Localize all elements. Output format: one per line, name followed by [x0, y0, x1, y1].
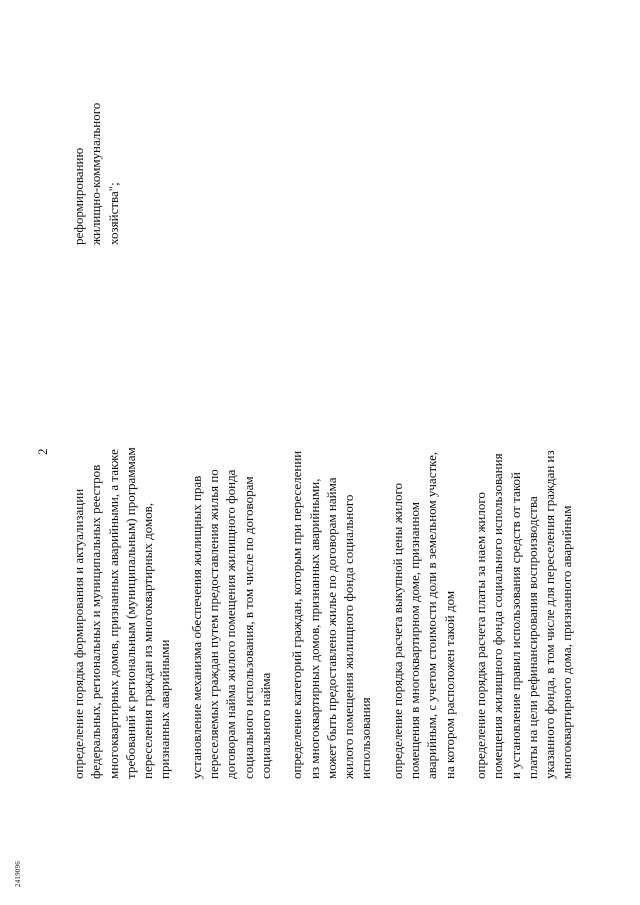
text-line: использования: [358, 697, 374, 779]
text-line: многоквартирных домов, признанных аварийными, а также: [105, 449, 121, 779]
rotated-page: [14, 0, 622, 895]
text-line: определение порядка формирования и актуализации: [71, 488, 86, 779]
text-line: указанного фонда, в том числе для переселения граждан из: [542, 450, 558, 779]
text-line: определение порядка расчета выкупной цены жилого: [389, 483, 405, 779]
text-line: переселяемых граждан путем предоставления жилья по: [206, 469, 222, 779]
text-line: жилищно-коммунального: [88, 102, 104, 245]
text-line: переселения граждан из многоквартирных домов,: [140, 502, 156, 779]
right-column: [70, 45, 122, 245]
text-line: из многоквартирных домов, признанных аварийными,: [306, 478, 322, 779]
text-line: требований к региональным (муниципальным) программам: [122, 447, 138, 779]
text-line: аварийным, с учетом стоимости доли в земельном участке,: [424, 451, 440, 779]
text-line: хозяйства";: [105, 182, 121, 245]
text-line: жилого помещения жилищного фонда социального: [341, 494, 357, 779]
text-line: социального найма: [257, 672, 273, 779]
text-line: реформированию: [71, 147, 86, 245]
paragraph-4: [389, 439, 458, 779]
paragraph-1: [70, 439, 174, 779]
document-code: 2419096: [14, 861, 22, 887]
text-line: федеральных, региональных и муниципальных реестров: [88, 464, 104, 779]
paragraph-5: [472, 439, 576, 779]
text-line: определение категорий граждан, которым при переселении: [289, 450, 305, 779]
text-line: на котором расположен такой дом: [441, 590, 457, 779]
text-line: и установление правил использования средств от такой: [507, 472, 523, 779]
right-paragraph: [70, 45, 122, 245]
page-number: 2: [35, 448, 50, 455]
text-line: платы на цели рефинансирования воспроизводства: [524, 496, 540, 779]
text-line: помещения в многоквартирном доме, признанном: [407, 502, 423, 779]
text-line: социального использования, в том числе по договорам: [240, 476, 256, 779]
text-line: признанных аварийными: [157, 639, 173, 779]
text-line: определение порядка расчета платы за наем жилого: [472, 492, 488, 779]
paragraph-2: [188, 439, 274, 779]
text-line: установление механизма обеспечения жилищных прав: [188, 475, 204, 779]
text-line: договорам найма жилого помещения жилищного фонда: [223, 469, 239, 779]
text-line: помещения жилищного фонда социального использования: [490, 453, 506, 779]
paragraph-3: [288, 439, 374, 779]
left-column: [70, 439, 590, 779]
text-line: многоквартирного дома, признанного аварийным: [559, 505, 575, 779]
text-line: может быть предоставлено жилье по договорам найма: [323, 477, 339, 779]
